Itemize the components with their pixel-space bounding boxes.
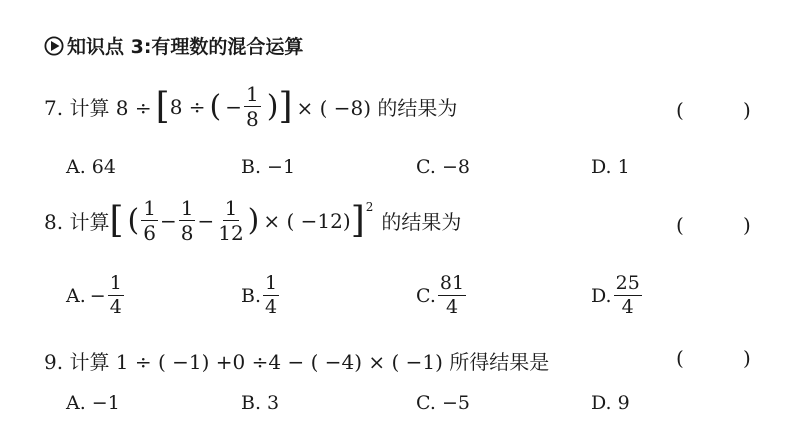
q8-f2-num: 1 — [180, 196, 194, 220]
question-8 — [44, 198, 461, 243]
q8-answer-close: ) — [743, 213, 751, 237]
q8-option-c — [416, 274, 468, 317]
q7-suffix: × ( −8) 的结果为 — [296, 96, 458, 120]
q8-f3-num: 1 — [224, 196, 238, 220]
q8-fraction-3 — [216, 198, 245, 243]
q8-right-bracket: ] — [350, 199, 365, 241]
question-9: 9. 计算 1 ÷ ( −1) +0 ÷4 − ( −4) × ( −1) 所得结果是 — [44, 350, 550, 374]
q8-fraction-1 — [141, 198, 158, 243]
q9-option-d: D. 9 — [591, 392, 630, 414]
q7-neg: − — [225, 94, 243, 119]
q9-option-b: B. 3 — [241, 392, 280, 414]
q7-answer-open: ( — [676, 98, 684, 122]
q7-inner: 8 ÷ — [169, 94, 206, 119]
question-7 — [44, 84, 457, 129]
q7-frac-num: 1 — [246, 82, 259, 106]
q9-option-a: A. −1 — [66, 392, 120, 414]
q8-right-paren: ) — [247, 202, 260, 238]
q8-f2-den: 8 — [180, 221, 194, 245]
q8-f3-den: 12 — [218, 221, 244, 245]
q8-f1-num: 1 — [143, 196, 156, 220]
q8-option-c-fraction — [438, 274, 466, 317]
q8-option-b-num: 1 — [265, 272, 278, 294]
section-title — [44, 32, 303, 59]
q8-option-d-den: 4 — [621, 296, 634, 318]
q8-option-b-den: 4 — [265, 296, 278, 318]
q7-right-paren: ) — [266, 88, 279, 124]
q8-suffix: 的结果为 — [381, 210, 462, 234]
q8-option-a-label: A. — [66, 284, 86, 307]
q8-prefix: 8. 计算 — [44, 210, 110, 234]
q8-minus-1: − — [159, 208, 177, 233]
q9-option-c: C. −5 — [416, 392, 470, 414]
q7-option-c: C. −8 — [416, 156, 470, 178]
q7-left-bracket: [ — [155, 85, 170, 127]
section-title-text: 知识点 3:有理数的混合运算 — [67, 36, 304, 58]
q8-option-b-label: B. — [241, 284, 262, 307]
q7-option-a: A. 64 — [66, 156, 116, 178]
q8-option-d-num: 25 — [615, 272, 640, 294]
q7-option-b: B. −1 — [241, 156, 296, 178]
q8-option-a-sign: − — [89, 284, 106, 307]
q8-option-a-den: 4 — [109, 296, 122, 318]
q8-power: 2 — [365, 199, 374, 214]
q8-option-b-fraction — [263, 274, 279, 317]
q7-frac-den: 8 — [246, 107, 259, 131]
q7-fraction — [244, 84, 261, 129]
q8-option-a-fraction — [108, 274, 124, 317]
q8-option-d — [591, 274, 644, 317]
q7-option-d: D. 1 — [591, 156, 630, 178]
q8-option-d-fraction — [614, 274, 642, 317]
q8-option-a-num: 1 — [109, 272, 122, 294]
q9-answer-close: ) — [743, 346, 751, 370]
q7-left-paren: ( — [209, 88, 222, 124]
q8-option-d-label: D. — [591, 284, 612, 307]
q7-right-bracket: ] — [278, 85, 293, 127]
q8-minus-2: − — [197, 208, 215, 233]
q8-f1-den: 6 — [143, 221, 156, 245]
q8-answer-open: ( — [676, 213, 684, 237]
q7-answer-close: ) — [743, 98, 751, 122]
q8-left-paren: ( — [127, 202, 140, 238]
q8-option-c-num: 81 — [439, 272, 465, 294]
q8-option-a — [66, 274, 126, 317]
q8-fraction-2 — [179, 198, 196, 243]
q8-option-c-den: 4 — [445, 296, 459, 318]
q9-answer-open: ( — [676, 346, 684, 370]
q8-left-bracket: [ — [109, 199, 124, 241]
q7-prefix: 7. 计算 8 ÷ — [44, 96, 152, 120]
q8-option-c-label: C. — [416, 284, 436, 307]
q8-mid: × ( −12) — [263, 208, 351, 233]
q8-option-b — [241, 274, 281, 317]
play-circle-icon — [44, 36, 64, 56]
